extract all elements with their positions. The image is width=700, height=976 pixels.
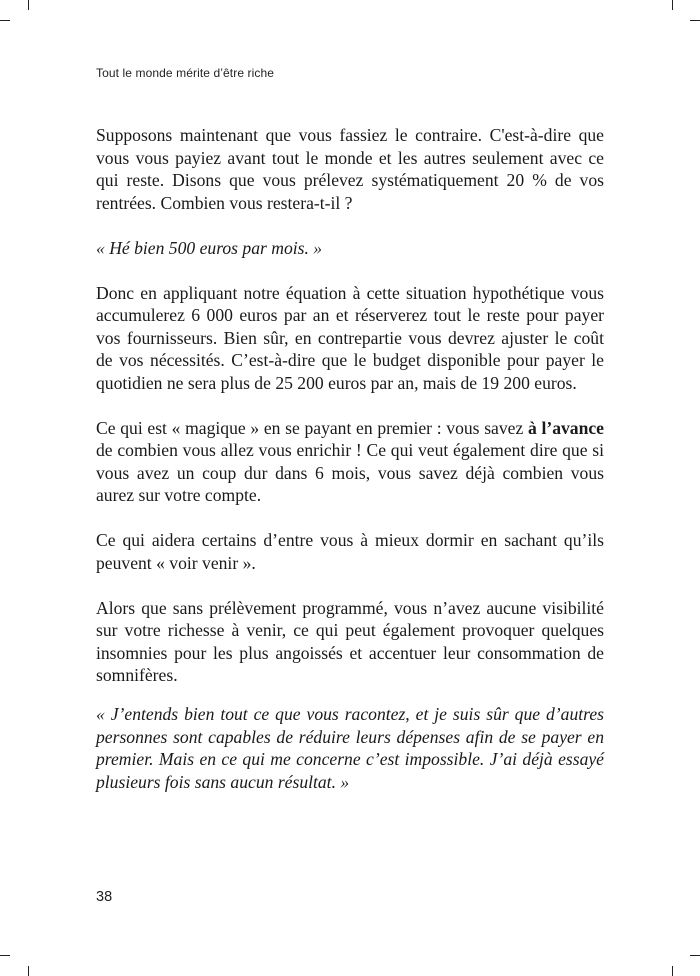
crop-mark-bottom-right-h	[690, 955, 700, 956]
crop-mark-bottom-left-v	[28, 966, 29, 976]
paragraph-equation: Donc en appliquant notre équation à cette situation hypothétique vous accumulerez 6 000 euros par an et réserverez tout le reste pour payer vos fournisseurs. Bien sûr, en contrepartie vous devrez ajuster le coût de vos nécessités. C’est-à-dire que le budget disponible pour payer le quotidien ne sera plus de 25 200 euros par an, mais de 19 200 euros.	[96, 282, 604, 393]
crop-mark-top-right-v	[672, 0, 673, 10]
paragraph-sleep: Ce qui aidera certains d’entre vous à mieux dormir en sachant qu’ils peuvent « voir venir ».	[96, 530, 604, 573]
paragraph-magic-end: de combien vous allez vous enrichir ! Ce qui veut également dire que si vous avez un coup dur dans 6 mois, vous savez déjà combien vous aurez sur votre compte.	[96, 440, 604, 505]
quote-500-euros: « Hé bien 500 euros par mois. »	[96, 237, 323, 258]
crop-mark-top-left-v	[28, 0, 29, 10]
running-head: Tout le monde mérite d’être riche	[96, 66, 275, 80]
paragraph-magic	[96, 417, 604, 507]
emphasis-in-advance: à l’avance	[527, 417, 604, 438]
paragraph-pay-yourself: Supposons maintenant que vous fassiez le contraire. C'est-à-dire que vous vous payiez avant tout le monde et les autres seulement avec ce qui reste. Disons que vous prélevez systématiquement 20 % de vos rentrées. Combien vous restera-t-il ?	[96, 125, 604, 213]
page-number: 38	[96, 889, 113, 905]
paragraph-magic-start: Ce qui est « magique » en se payant en premier : vous savez	[96, 417, 528, 438]
crop-mark-bottom-left-h	[0, 955, 10, 956]
paragraph-no-visibility: Alors que sans prélèvement programmé, vous n’avez aucune visibilité sur votre richesse à venir, ce qui peut également provoquer quelques insomnies pour les plus angoissés et accentuer leur consommation de somnifères.	[96, 597, 604, 685]
crop-mark-top-right-h	[690, 20, 700, 21]
crop-mark-bottom-right-v	[672, 966, 673, 976]
quote-impossible: « J’entends bien tout ce que vous racontez, et je suis sûr que d’autres personnes sont capables de réduire leurs dépenses afin de se payer en premier. Mais en ce qui me concerne c’est impossible. J’ai déjà essayé plusieurs fois sans aucun résultat. »	[96, 704, 604, 792]
body-text	[96, 124, 604, 816]
crop-mark-top-left-h	[0, 20, 10, 21]
